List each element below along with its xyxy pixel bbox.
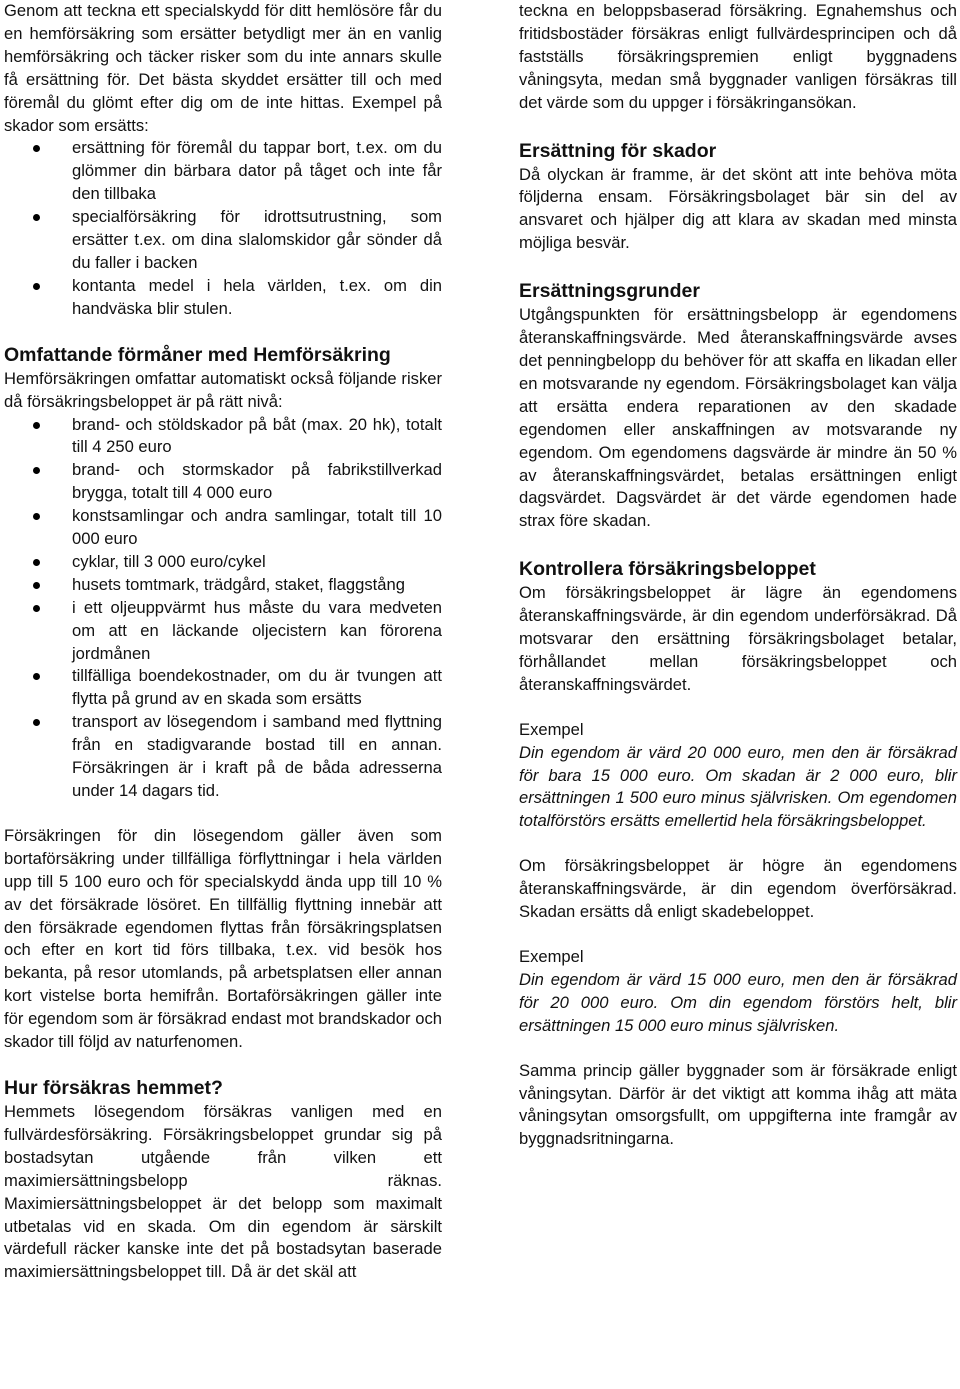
list-item: konstsamlingar och andra samlingar, totalt till 10 000 euro	[4, 505, 442, 551]
list-item: ersättning för föremål du tappar bort, t.ex. om du glömmer din bärbara dator på tåget och inte får den tillbaka	[4, 137, 442, 206]
example-label: Exempel	[519, 947, 584, 966]
list-item: brand- och stöldskador på båt (max. 20 hk), totalt till 4 250 euro	[4, 414, 442, 460]
check-paragraph: Om försäkringsbeloppet är lägre än egendomens återanskaffningsvärde, är din egendom underförsäkrad. Då motsvarar den ersättning försäkringsbolaget betalar, förhållandet mellan försäkringsbeloppet och återanskaffningsvärdet.	[519, 583, 957, 694]
example-label: Exempel	[519, 719, 584, 739]
right-column	[519, 0, 957, 1151]
check-heading: Kontrollera försäkringsbeloppet	[519, 558, 816, 581]
overinsured-paragraph: Om försäkringsbeloppet är högre än egendomens återanskaffningsvärde, är din egendom överförsäkrad. Skadan ersätts då enligt skadebeloppet.	[519, 856, 957, 922]
benefits-heading: Omfattande förmåner med Hemförsäkring	[4, 343, 391, 366]
example-text: Din egendom är värd 15 000 euro, men den är försäkrad för 20 000 euro. Om din egendom förstörs helt, blir ersättningen 15 000 euro minus självrisken.	[519, 969, 957, 1035]
how-heading: Hur försäkras hemmet?	[4, 1076, 223, 1099]
grounds-paragraph: Utgångspunkten för ersättningsbelopp är egendomens återanskaffningsvärde. Med återanskaffningsvärde avses det penningbelopp du behöver för att skaffa en likadan eller en motsvarande ny egendom. Försäkringsbolaget kan välja att ersätta endera reparationen av den skadade egendomen eller anskaffningen av motsvarande ny egendom. Om egendomens dagsvärde är mindre än 50 % av återanskaffningsvärdet, betalas ersättningen enligt dagsvärdet. Dagsvärdet är det värde egendomen hade strax före skadan.	[519, 305, 957, 531]
grounds-heading: Ersättningsgrunder	[519, 280, 700, 303]
list-item: husets tomtmark, trädgård, staket, flaggstång	[4, 574, 442, 597]
list-item: i ett oljeuppvärmt hus måste du vara medveten om att en läckande oljecistern kan förorena jordmånen	[4, 597, 442, 666]
intro-bullet-list	[4, 137, 442, 320]
list-item: transport av lösegendom i samband med flyttning från en stadigvarande bostad till en annan. Försäkringen är i kraft på de båda adresserna under 14 dagars tid.	[4, 711, 442, 803]
compensation-paragraph: Då olyckan är framme, är det skönt att inte behöva möta följderna ensam. Försäkringsbolaget bär sin del av ansvaret och hjälper dig att klara av skadan med minsta möjliga besvär.	[519, 164, 957, 253]
example-text: Din egendom är värd 20 000 euro, men den är försäkrad för bara 15 000 euro. Om skadan är 2 000 euro, blir ersättningen 1 500 euro minus självrisken. Om egendomen totalförstörs ersätts emellertid hela försäkringsbeloppet.	[519, 742, 957, 831]
compensation-heading: Ersättning för skador	[519, 139, 717, 162]
buildings-paragraph: Samma princip gäller byggnader som är försäkrade enligt våningsytan. Därför är det viktigt att komma ihåg att mäta våningsytan omsorgsfullt, om uppgifterna inte framgår av byggnadsritningarna.	[519, 1060, 957, 1149]
list-item: brand- och stormskador på fabrikstillverkad brygga, totalt till 4 000 euro	[4, 459, 442, 505]
intro-paragraph: Genom att teckna ett specialskydd för ditt hemlösöre får du en hemförsäkring som ersätter betydligt mer än en vanlig hemförsäkring och täcker risker som du inte annars skulle få ersättning för. Det bästa skyddet ersätter till och med föremål du glömt efter dig om de inte hittas. Exempel på skador som ersätts:	[4, 1, 442, 135]
continuation-paragraph: teckna en beloppsbaserad försäkring. Egnahemshus och fritidsbostäder försäkras enligt fullvärdesprincipen och då fastställs försäkringspremien enligt byggnadens våningsyta, medan små byggnader vanligen försäkras till det värde som du uppger i försäkringansökan.	[519, 1, 957, 112]
how-paragraph: Hemmets lösegendom försäkras vanligen med en fullvärdesförsäkring. Försäkringsbeloppet grundar sig på bostadsytan utgående från vilken ett maximiersättningsbelopp räknas. Maximiersättningsbeloppet är det belopp som maximalt utbetalas vid en skada. Om din egendom är särskilt värdefull räcker kanske inte det på bostadsytan baserade maximiersättningsbeloppet till. Då är det skäl att	[4, 1101, 442, 1282]
away-insurance-paragraph: Försäkringen för din lösegendom gäller även som bortaförsäkring under tillfälliga förflyttningar i hela världen upp till 5 100 euro och för specialskydd ända upp till 10 % av det försäkrade lösöret. En tillfällig flyttning innebär att den försäkrade egendomen flyttas från försäkringsplatsen och efter en kort tid förs tillbaka, t.ex. vid besök hos bekanta, på resor utomlands, på arbetsplatsen eller annan kort vistelse borta hemifrån. Bortaförsäkringen gäller inte för egendom som är försäkrad endast mot brandskador och skador till följd av naturfenomen.	[4, 825, 442, 1052]
list-item: tillfälliga boendekostnader, om du är tvungen att flytta på grund av en skada som ersätts	[4, 665, 442, 711]
list-item: cyklar, till 3 000 euro/cykel	[4, 551, 442, 574]
left-column	[4, 0, 442, 1284]
benefits-bullet-list	[4, 414, 442, 803]
list-item: kontanta medel i hela världen, t.ex. om din handväska blir stulen.	[4, 275, 442, 321]
list-item: specialförsäkring för idrottsutrustning, som ersätter t.ex. om dina slalomskidor går sönder då du faller i backen	[4, 206, 442, 275]
benefits-intro: Hemförsäkringen omfattar automatiskt också följande risker då försäkringsbeloppet är på rätt nivå:	[4, 368, 442, 411]
